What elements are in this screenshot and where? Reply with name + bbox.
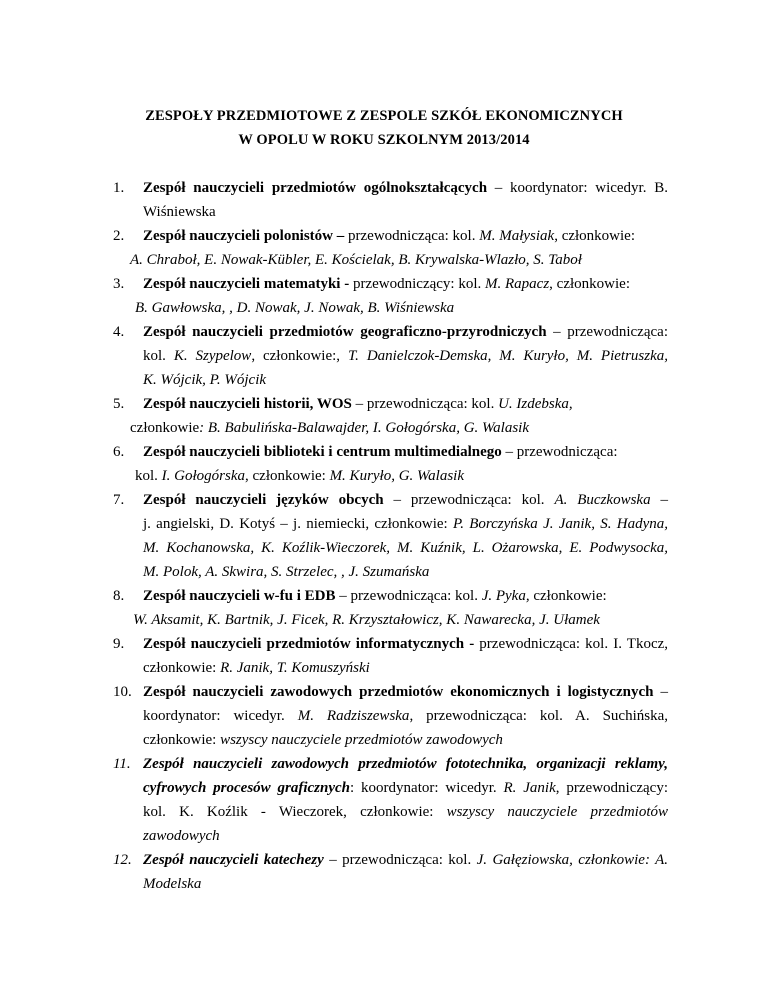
team-name: Zespół nauczycieli przedmiotów informatycznych - <box>143 636 475 652</box>
team-name: cyfrowych procesów graficznych <box>143 780 351 796</box>
team-name: Zespół nauczycieli przedmiotów ogólnokształcących <box>143 180 488 196</box>
list-item-number: 10. <box>113 684 132 700</box>
list-item-number: 12. <box>113 852 132 868</box>
team-list-item <box>113 752 668 848</box>
person-names: K. Wójcik, P. Wójcik <box>143 372 267 388</box>
list-item-line <box>130 416 668 440</box>
document-title-line-2: W OPOLU W ROKU SZKOLNYM 2013/2014 <box>238 132 530 148</box>
team-name: Zespół nauczycieli biblioteki i centrum multimedialnego <box>143 444 502 460</box>
list-item-line <box>143 632 668 656</box>
person-names: Modelska <box>143 876 202 892</box>
document-title-line-1: ZESPOŁY PRZEDMIOTOWE Z ZESPOLE SZKÓŁ EKONOMICZNYCH <box>145 108 623 124</box>
list-item-line <box>130 248 668 272</box>
person-names: A. Buczkowska <box>554 492 651 508</box>
role-text: , członkowie: <box>549 276 630 292</box>
person-names: wszyscy nauczyciele przedmiotów zawodowych <box>220 732 503 748</box>
list-item-number: 1. <box>113 180 125 196</box>
role-text: , członkowie: <box>245 468 330 484</box>
team-name: Zespół nauczycieli przedmiotów geograficzno-przyrodniczych <box>143 324 547 340</box>
role-text: Wiśniewska <box>143 204 216 220</box>
role-text: j. angielski, D. Kotyś – j. niemiecki, członkowie: <box>143 516 453 532</box>
list-item-line <box>143 752 668 776</box>
role-text: – przewodnicząca: <box>546 324 668 340</box>
list-item-line <box>143 224 668 248</box>
list-item-line <box>135 296 668 320</box>
role-text: kol. <box>143 348 174 364</box>
role-text: , członkowie: <box>554 228 635 244</box>
role-text: przewodnicząca: kol. I. Tkocz, <box>474 636 669 652</box>
team-name: Zespół nauczycieli katechezy <box>143 852 324 868</box>
list-item-line <box>143 272 668 296</box>
list-item-line <box>143 656 668 680</box>
role-text: członkowie: <box>143 660 221 676</box>
person-names: B. Gawłowska, , D. Nowak, J. Nowak, B. Wiśniewska <box>135 300 455 316</box>
role-text: , członkowie:, <box>251 348 348 364</box>
team-list-item <box>113 320 668 392</box>
list-item-number: 2. <box>113 228 125 244</box>
person-names: I. Gołogórska <box>161 468 245 484</box>
list-item-line <box>143 704 668 728</box>
list-item-line <box>143 800 668 824</box>
list-item-line <box>143 368 668 392</box>
team-list-item <box>113 584 668 632</box>
role-text: – przewodnicząca: kol. <box>323 852 477 868</box>
list-item-line <box>143 320 668 344</box>
team-name: Zespół nauczycieli zawodowych przedmiotów ekonomicznych i logistycznych <box>143 684 654 700</box>
list-item-line <box>133 608 668 632</box>
team-name: Zespół nauczycieli zawodowych przedmiotów fototechnika, organizacji reklamy, <box>143 756 668 772</box>
list-item-line <box>143 488 668 512</box>
person-names: K. Szypelow <box>173 348 252 364</box>
team-name: Zespół nauczycieli języków obcych <box>143 492 384 508</box>
role-text: : koordynator: wicedyr. <box>350 780 504 796</box>
team-list-item <box>113 680 668 752</box>
person-names: M. Kochanowska, K. Koźlik-Wieczorek, M. Kuźnik, L. Ożarowska, E. Podwysocka, <box>143 540 668 556</box>
person-names: A. Chraboł, E. Nowak-Kübler, E. Kościelak, B. Krywalska-Wlazło, S. Taboł <box>130 252 582 268</box>
role-text: członkowie: <box>529 588 607 604</box>
team-name: Zespół nauczycieli historii, WOS <box>143 396 352 412</box>
person-names: U. Izdebska, <box>498 396 573 412</box>
person-names: R. Janik, T. Komuszyński <box>220 660 370 676</box>
list-item-line <box>143 440 668 464</box>
person-names: M. Rapacz <box>485 276 550 292</box>
role-text: kol. <box>135 468 162 484</box>
team-list-item <box>113 632 668 680</box>
list-item-line <box>143 872 668 896</box>
role-text: – <box>650 492 669 508</box>
person-names: T. Danielczok-Demska, M. Kuryło, M. Pietruszka, <box>347 348 668 364</box>
list-item-line <box>143 776 668 800</box>
list-item-number: 5. <box>113 396 125 412</box>
role-text: członkowie <box>130 420 200 436</box>
role-text: przewodniczący: kol. <box>349 276 486 292</box>
team-name: Zespół nauczycieli polonistów – <box>143 228 345 244</box>
role-text: przewodnicząca: kol. <box>344 228 480 244</box>
role-text: – przewodnicząca: kol. <box>351 396 499 412</box>
list-item-number: 3. <box>113 276 125 292</box>
person-names: M. Polok, A. Skwira, S. Strzelec, , J. Szumańska <box>143 564 430 580</box>
person-names: M. Małysiak <box>479 228 555 244</box>
team-list-item <box>113 440 668 488</box>
list-item-line <box>143 344 668 368</box>
list-item-line <box>143 680 668 704</box>
person-names: M. Kuryło, G. Walasik <box>329 468 465 484</box>
list-item-line <box>143 392 668 416</box>
list-item-number: 8. <box>113 588 125 604</box>
role-text: – przewodnicząca: <box>501 444 618 460</box>
team-list-item <box>113 224 668 272</box>
person-names: R. Janik <box>503 780 556 796</box>
team-name: Zespół nauczycieli matematyki - <box>143 276 350 292</box>
list-item-line <box>143 848 668 872</box>
list-item-line <box>143 824 668 848</box>
role-text: kol. K. Koźlik - Wieczorek, członkowie: <box>143 804 447 820</box>
list-item-number: 11. <box>113 756 131 772</box>
role-text: – koordynator: wicedyr. B. <box>487 180 668 196</box>
role-text: członkowie: <box>143 732 221 748</box>
team-name: Zespół nauczycieli w-fu i EDB <box>143 588 336 604</box>
list-item-line <box>143 536 668 560</box>
list-item-line <box>143 512 668 536</box>
list-item-line <box>143 176 668 200</box>
list-item-number: 9. <box>113 636 125 652</box>
person-names: M. Radziszewska <box>297 708 410 724</box>
team-list-item <box>113 176 668 224</box>
person-names: P. Borczyńska J. Janik, S. Hadyna, <box>452 516 668 532</box>
role-text: – <box>653 684 669 700</box>
person-names: wszyscy nauczyciele przedmiotów <box>446 804 668 820</box>
role-text: – przewodnicząca: kol. <box>383 492 555 508</box>
role-text: koordynator: wicedyr. <box>143 708 298 724</box>
team-list-item <box>113 848 668 896</box>
role-text: – przewodnicząca: kol. <box>335 588 482 604</box>
list-item-line <box>143 584 668 608</box>
person-names: : B. Babulińska-Balawajder, I. Gołogórska, G. Walasik <box>199 420 529 436</box>
list-item-number: 4. <box>113 324 125 340</box>
list-item-line <box>135 464 668 488</box>
person-names: W. Aksamit, K. Bartnik, J. Ficek, R. Krzyształowicz, K. Nawarecka, J. Ułamek <box>133 612 600 628</box>
role-text: , przewodnicząca: kol. A. Suchińska, <box>409 708 668 724</box>
list-item-number: 6. <box>113 444 125 460</box>
list-item-line <box>143 560 668 584</box>
role-text: , przewodniczący: <box>555 780 668 796</box>
list-item-line <box>143 200 668 224</box>
list-item-number: 7. <box>113 492 125 508</box>
person-names: zawodowych <box>143 828 220 844</box>
list-item-line <box>143 728 668 752</box>
team-list-item <box>113 488 668 584</box>
team-list-item <box>113 392 668 440</box>
person-names: J. Gałęziowska, członkowie: A. <box>476 852 668 868</box>
team-list-item <box>113 272 668 320</box>
person-names: J. Pyka, <box>481 588 530 604</box>
